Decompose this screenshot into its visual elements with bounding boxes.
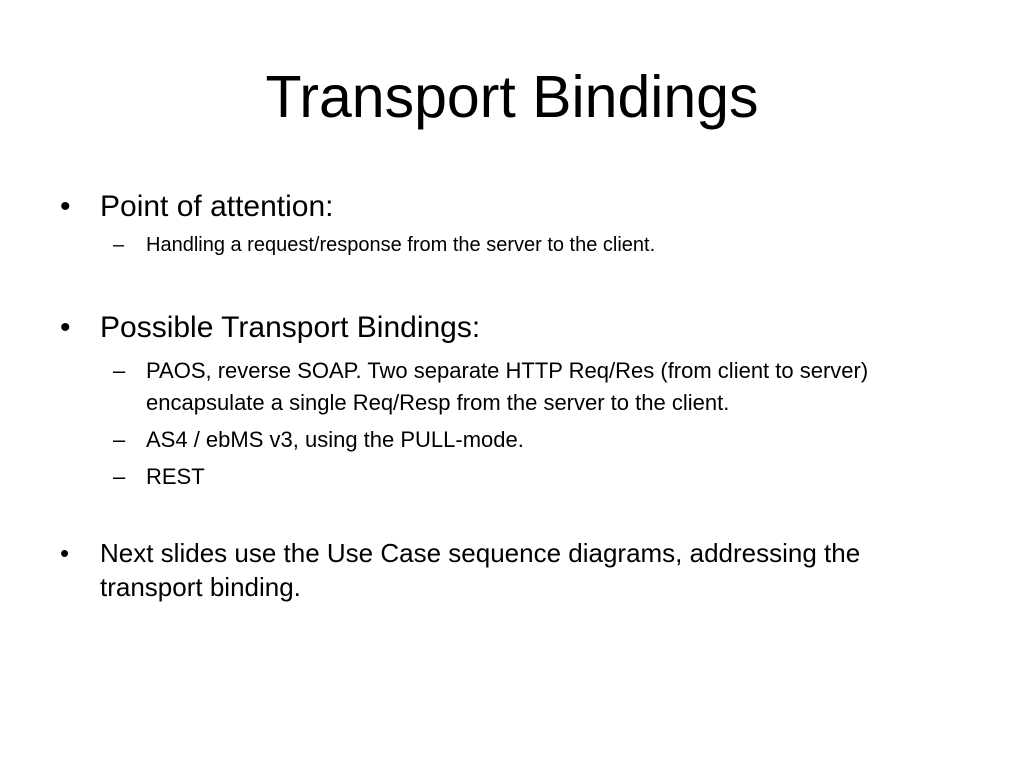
- sub-bullet-row: [0, 229, 1024, 261]
- sub-bullet-row: [0, 355, 1024, 419]
- bullet-marker: •: [60, 311, 71, 344]
- bullet-marker: •: [60, 190, 71, 223]
- slide-title: Transport Bindings: [265, 64, 759, 130]
- sub-bullet-text: AS4 / ebMS v3, using the PULL-mode.: [146, 427, 524, 452]
- bullet-point-of-attention: [0, 190, 1024, 261]
- sub-bullet-marker: –: [113, 358, 126, 383]
- sub-bullet-text: REST: [146, 464, 205, 489]
- bullet-next-slides: [0, 536, 1024, 604]
- sub-bullet-marker: –: [113, 464, 126, 489]
- sub-bullet-text: PAOS, reverse SOAP. Two separate HTTP Req/Res (from client to server) encapsulate a single Req/Resp from the server to the client.: [146, 358, 869, 415]
- bullet-row: [0, 536, 1024, 604]
- sub-bullet-text: Handling a request/response from the server to the client.: [146, 234, 656, 256]
- bullet-text: Possible Transport Bindings:: [100, 311, 481, 344]
- sub-bullet-row: [0, 424, 1024, 456]
- bullet-row: [0, 311, 1024, 345]
- sub-bullet-marker: –: [113, 234, 125, 256]
- bullet-text: Point of attention:: [100, 190, 334, 223]
- bullet-possible-transport-bindings: [0, 311, 1024, 493]
- bullet-row: [0, 190, 1024, 224]
- bullet-text: Next slides use the Use Case sequence diagrams, addressing the transport binding.: [100, 538, 861, 602]
- sub-bullet-marker: –: [113, 427, 126, 452]
- bullet-marker: •: [60, 538, 70, 568]
- sub-bullet-row: [0, 461, 1024, 493]
